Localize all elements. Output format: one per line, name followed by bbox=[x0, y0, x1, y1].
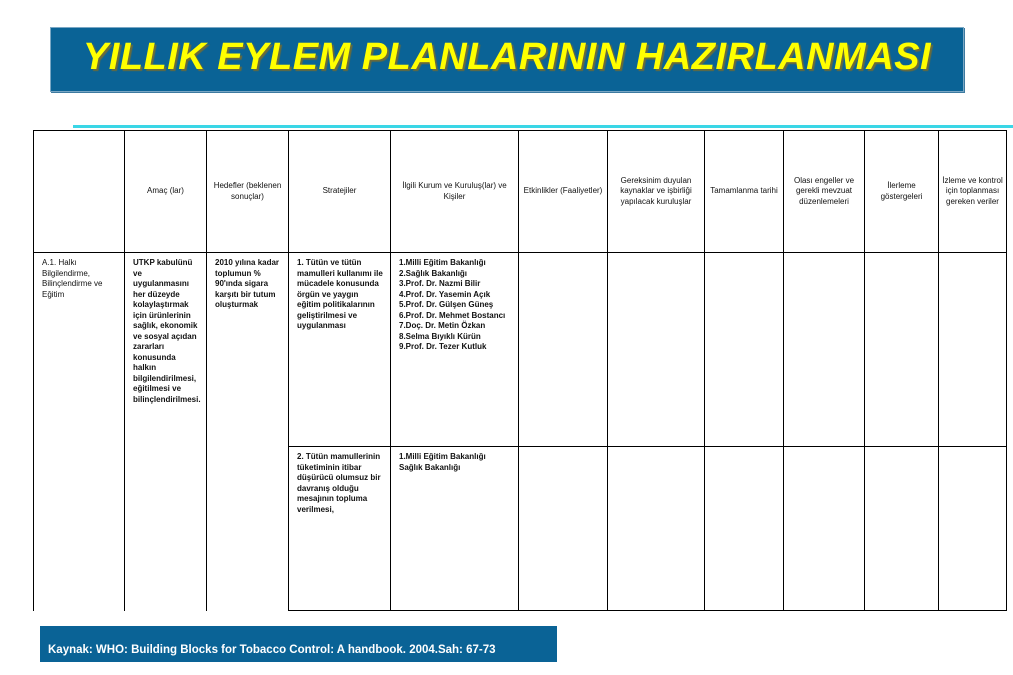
resources-cell bbox=[608, 253, 705, 447]
table-row bbox=[34, 253, 1007, 447]
section-cell: A.1. Halkı Bilgilendirme, Bilinçlendirme ve Eğitim bbox=[34, 253, 125, 611]
progress-indicators-cell bbox=[865, 253, 939, 447]
institution-item: 4.Prof. Dr. Yasemin Açık bbox=[399, 289, 491, 299]
monitoring-data-cell bbox=[939, 447, 1007, 611]
header-cell-activities: Etkinlikler (Faaliyetler) bbox=[519, 131, 608, 253]
strategy-cell: 2. Tütün mamullerinin tüketiminin itibar düşürücü olumsuz bir davranış olduğu mesajının topluma verilmesi, bbox=[289, 447, 391, 611]
header-cell-goals: Amaç (lar) bbox=[125, 131, 207, 253]
activities-cell bbox=[519, 447, 608, 611]
action-plan-table bbox=[33, 130, 1007, 611]
page-title: YILLIK EYLEM PLANLARININ HAZIRLANMASI bbox=[82, 36, 932, 78]
header-cell-monitoring-data: İzleme ve kontrol için toplanması gereken veriler bbox=[939, 131, 1007, 253]
header-cell-progress-indicators: İlerleme göstergeleri bbox=[865, 131, 939, 253]
institutions-cell bbox=[391, 253, 519, 447]
strategy-cell: 1. Tütün ve tütün mamulleri kullanımı ile mücadele konusunda örgün ve yaygın eğitim politikalarının geliştirilmesi ve uygulanması bbox=[289, 253, 391, 447]
header-cell-completion-date: Tamamlanma tarihi bbox=[705, 131, 784, 253]
institution-item: 1.Milli Eğitim Bakanlığı bbox=[399, 258, 486, 267]
header-cell-institutions: İlgili Kurum ve Kuruluş(lar) ve Kişiler bbox=[391, 131, 519, 253]
title-underline bbox=[73, 125, 1013, 128]
target-cell: 2010 yılına kadar toplumun % 90'ında sigara karşıtı bir tutum oluşturmak bbox=[207, 253, 289, 611]
institution-item: 6.Prof. Dr. Mehmet Bostancı bbox=[399, 310, 506, 320]
table-header-row bbox=[34, 131, 1007, 253]
resources-cell bbox=[608, 447, 705, 611]
activities-cell bbox=[519, 253, 608, 447]
header-cell-strategies: Stratejiler bbox=[289, 131, 391, 253]
completion-date-cell bbox=[705, 447, 784, 611]
obstacles-cell bbox=[784, 253, 865, 447]
completion-date-cell bbox=[705, 253, 784, 447]
header-cell-empty bbox=[34, 131, 125, 253]
institution-item: 7.Doç. Dr. Metin Özkan bbox=[399, 321, 486, 330]
goal-cell: UTKP kabulünü ve uygulanmasını her düzeyde kolaylaştırmak için ürünlerinin sağlık, ekonomik ve sosyal açıdan zararları konusunda halkın bilgilendirilmesi, eğitilmesi ve bilinçlendirilmesi. bbox=[125, 253, 207, 611]
institution-item: 1.Milli Eğitim Bakanlığı bbox=[399, 452, 486, 461]
progress-indicators-cell bbox=[865, 447, 939, 611]
institution-item: Sağlık Bakanlığı bbox=[399, 462, 461, 472]
institutions-cell bbox=[391, 447, 519, 611]
institution-item: 9.Prof. Dr. Tezer Kutluk bbox=[399, 342, 487, 351]
header-cell-resources: Gereksinim duyulan kaynaklar ve işbirliği yapılacak kuruluşlar bbox=[608, 131, 705, 253]
monitoring-data-cell bbox=[939, 253, 1007, 447]
obstacles-cell bbox=[784, 447, 865, 611]
header-cell-targets: Hedefler (beklenen sonuçlar) bbox=[207, 131, 289, 253]
institution-item: 3.Prof. Dr. Nazmi Bilir bbox=[399, 279, 481, 288]
institution-item: 8.Selma Bıyıklı Kürün bbox=[399, 331, 481, 341]
institution-item: 2.Sağlık Bakanlığı bbox=[399, 268, 468, 278]
institution-item: 5.Prof. Dr. Gülşen Güneş bbox=[399, 300, 494, 309]
source-citation: Kaynak: WHO: Building Blocks for Tobacco Control: A handbook. 2004.Sah: 67-73 bbox=[48, 644, 496, 656]
header-cell-obstacles: Olası engeller ve gerekli mevzuat düzenlemeleri bbox=[784, 131, 865, 253]
